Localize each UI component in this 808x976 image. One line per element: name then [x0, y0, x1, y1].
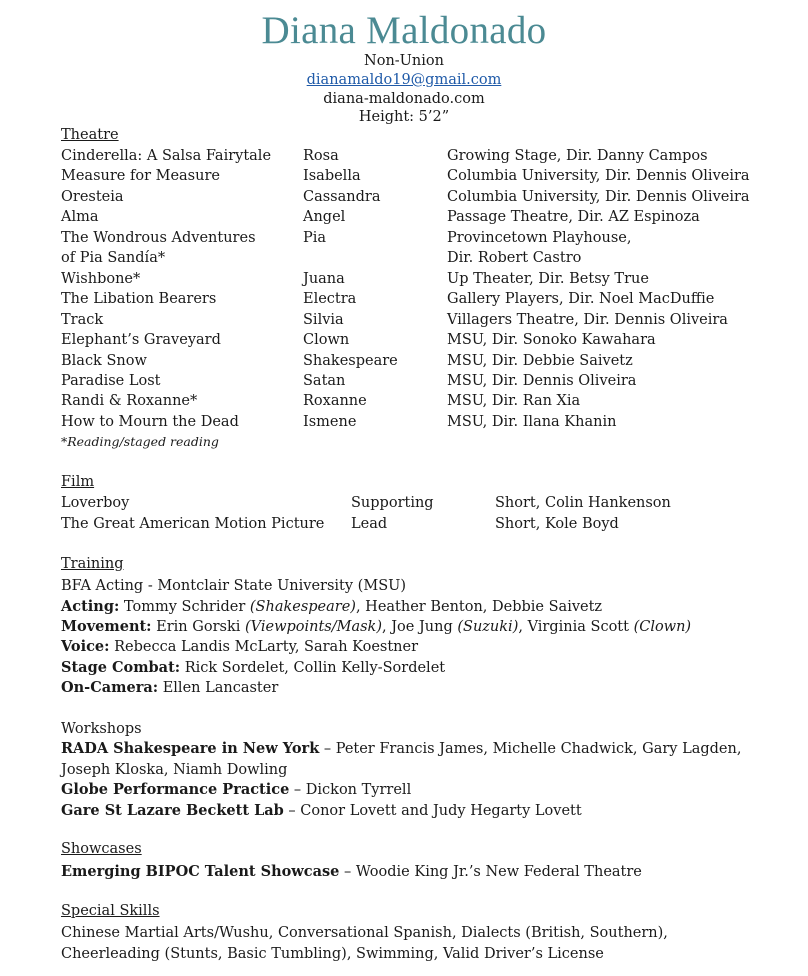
credit-row	[61, 332, 761, 352]
actor-name: Diana Maldonado	[261, 9, 547, 52]
showcase-text: – Woodie King Jr.’s New Federal Theatre	[339, 864, 642, 880]
section-heading-workshops: Workshops	[61, 721, 142, 737]
workshop-gare-text: – Conor Lovett and Judy Hegarty Lovett	[283, 803, 582, 819]
credit-title: Track	[61, 311, 104, 328]
credit-row	[61, 414, 761, 434]
training-camera-label: On-Camera:	[61, 679, 159, 696]
credit-title: The Libation Bearers	[61, 291, 217, 308]
credit-row	[61, 250, 761, 270]
workshop-rada-text: – Peter Francis James, Michelle Chadwick, Gary Lagden, Joseph Kloska, Niamh Dowling	[61, 741, 742, 778]
email-link[interactable]: dianamaldo19@gmail.com	[306, 72, 502, 88]
workshop-globe	[61, 780, 751, 801]
credit-title: Black Snow	[61, 352, 147, 369]
showcase-entry	[61, 862, 751, 883]
training-combat-label: Stage Combat:	[61, 659, 181, 676]
training-acting-text: Tommy Schrider	[119, 599, 250, 615]
credit-role: Ismene	[303, 413, 357, 430]
workshop-gare-label: Gare St Lazare Beckett Lab	[61, 802, 284, 819]
training-degree: BFA Acting - Montclair State University (MSU)	[61, 578, 406, 594]
workshop-globe-label: Globe Performance Practice	[61, 781, 290, 798]
credit-role: Supporting	[351, 495, 434, 511]
reading-note: *Reading/staged reading	[61, 434, 219, 449]
section-heading-film: Film	[61, 474, 95, 490]
credit-company: MSU, Dir. Ilana Khanin	[447, 413, 617, 430]
credit-row	[61, 230, 761, 250]
training-voice-text: Rebecca Landis McLarty, Sarah Koestner	[109, 639, 419, 655]
training-acting-text-2: , Heather Benton, Debbie Saivetz	[355, 599, 603, 615]
credit-company: Dir. Robert Castro	[447, 250, 582, 267]
website: diana-maldonado.com	[323, 91, 485, 107]
credit-role: Silvia	[303, 311, 344, 328]
credit-role: Roxanne	[303, 393, 367, 410]
credit-company: Columbia University, Dir. Dennis Oliveira	[447, 188, 750, 205]
credit-row	[61, 209, 761, 229]
training-movement-note-3: (Clown)	[633, 619, 692, 635]
workshop-rada-label: RADA Shakespeare in New York	[61, 740, 320, 757]
credit-role: Isabella	[303, 168, 361, 185]
credit-role: Lead	[351, 515, 388, 532]
section-heading-skills: Special Skills	[61, 903, 160, 919]
credit-row	[61, 148, 761, 168]
credit-title: The Great American Motion Picture	[61, 515, 325, 532]
credit-title: Randi & Roxanne*	[61, 393, 198, 410]
credit-role: Electra	[303, 291, 357, 308]
credit-company: Passage Theatre, Dir. AZ Espinoza	[447, 209, 700, 226]
credit-title: The Wondrous Adventures	[61, 229, 256, 246]
training-acting-note: (Shakespeare)	[249, 599, 356, 615]
workshop-globe-text: – Dickon Tyrrell	[289, 782, 412, 798]
credit-company: Columbia University, Dir. Dennis Oliveira	[447, 168, 750, 185]
credit-company: MSU, Dir. Sonoko Kawahara	[447, 332, 656, 349]
credit-row	[61, 393, 761, 413]
section-heading-training: Training	[61, 556, 124, 572]
credit-role: Clown	[303, 332, 350, 349]
training-movement-note-2: (Suzuki)	[457, 619, 519, 635]
credit-role: Cassandra	[303, 188, 381, 205]
workshop-rada	[61, 739, 751, 780]
credit-company: MSU, Dir. Ran Xia	[447, 393, 581, 410]
credit-role: Satan	[303, 372, 346, 389]
training-acting-label: Acting:	[61, 598, 120, 615]
credit-role: Pia	[303, 229, 327, 246]
credit-row	[61, 516, 761, 536]
training-camera-text: Ellen Lancaster	[158, 680, 279, 696]
credit-title: Elephant’s Graveyard	[61, 332, 221, 349]
credit-row	[61, 495, 761, 515]
workshop-gare	[61, 801, 751, 822]
training-acting	[61, 597, 751, 618]
credit-title: of Pia Sandía*	[61, 250, 166, 267]
credit-title: Measure for Measure	[61, 168, 220, 185]
training-voice	[61, 637, 751, 658]
credit-title: Loverboy	[61, 495, 130, 511]
height: Height: 5’2”	[358, 109, 450, 125]
email-link-row	[0, 71, 808, 90]
section-heading-showcases: Showcases	[61, 841, 142, 857]
credit-row	[61, 189, 761, 209]
skills-text: Chinese Martial Arts/Wushu, Conversational Spanish, Dialects (British, Southern), Cheerleading (Stunts, Basic Tumbling), Swimming, Valid Driver’s License	[61, 925, 668, 962]
credit-company: Villagers Theatre, Dir. Dennis Oliveira	[447, 311, 728, 328]
training-movement-note: (Viewpoints/Mask)	[244, 619, 383, 635]
credit-company: Growing Stage, Dir. Danny Campos	[447, 148, 708, 164]
credit-role: Angel	[303, 209, 346, 226]
training-movement-text-3: , Virginia Scott	[518, 619, 634, 635]
credit-role: Rosa	[303, 148, 339, 164]
credit-row	[61, 291, 761, 311]
credit-company: Short, Colin Hankenson	[495, 495, 671, 511]
credit-title: Alma	[61, 209, 99, 226]
credit-row	[61, 373, 761, 393]
credit-row	[61, 271, 761, 291]
credit-row	[61, 353, 761, 373]
credit-row	[61, 168, 761, 188]
credit-company: Up Theater, Dir. Betsy True	[447, 270, 649, 287]
credit-role: Juana	[303, 270, 345, 287]
credit-title: Wishbone*	[61, 270, 141, 287]
credit-role: Shakespeare	[303, 352, 398, 369]
training-movement-label: Movement:	[61, 618, 152, 635]
section-heading-theatre: Theatre	[61, 127, 119, 143]
credit-company: MSU, Dir. Debbie Saivetz	[447, 352, 633, 369]
credit-title: Cinderella: A Salsa Fairytale	[61, 148, 272, 164]
training-voice-label: Voice:	[61, 638, 110, 655]
union-status: Non-Union	[364, 53, 444, 69]
training-camera	[61, 678, 751, 699]
training-combat	[61, 658, 751, 679]
credit-title: Paradise Lost	[61, 372, 161, 389]
credit-company: MSU, Dir. Dennis Oliveira	[447, 372, 637, 389]
credit-title: How to Mourn the Dead	[61, 413, 239, 430]
training-movement	[61, 617, 751, 638]
credit-company: Short, Kole Boyd	[495, 515, 619, 532]
showcase-label: Emerging BIPOC Talent Showcase	[61, 863, 340, 880]
credit-company: Gallery Players, Dir. Noel MacDuffie	[447, 291, 715, 308]
training-combat-text: Rick Sordelet, Collin Kelly-Sordelet	[180, 660, 446, 676]
training-movement-text-2: , Joe Jung	[382, 619, 458, 635]
training-movement-text: Erin Gorski	[151, 619, 245, 635]
credit-company: Provincetown Playhouse,	[447, 229, 632, 246]
credit-title: Oresteia	[61, 188, 124, 205]
credit-row	[61, 312, 761, 332]
